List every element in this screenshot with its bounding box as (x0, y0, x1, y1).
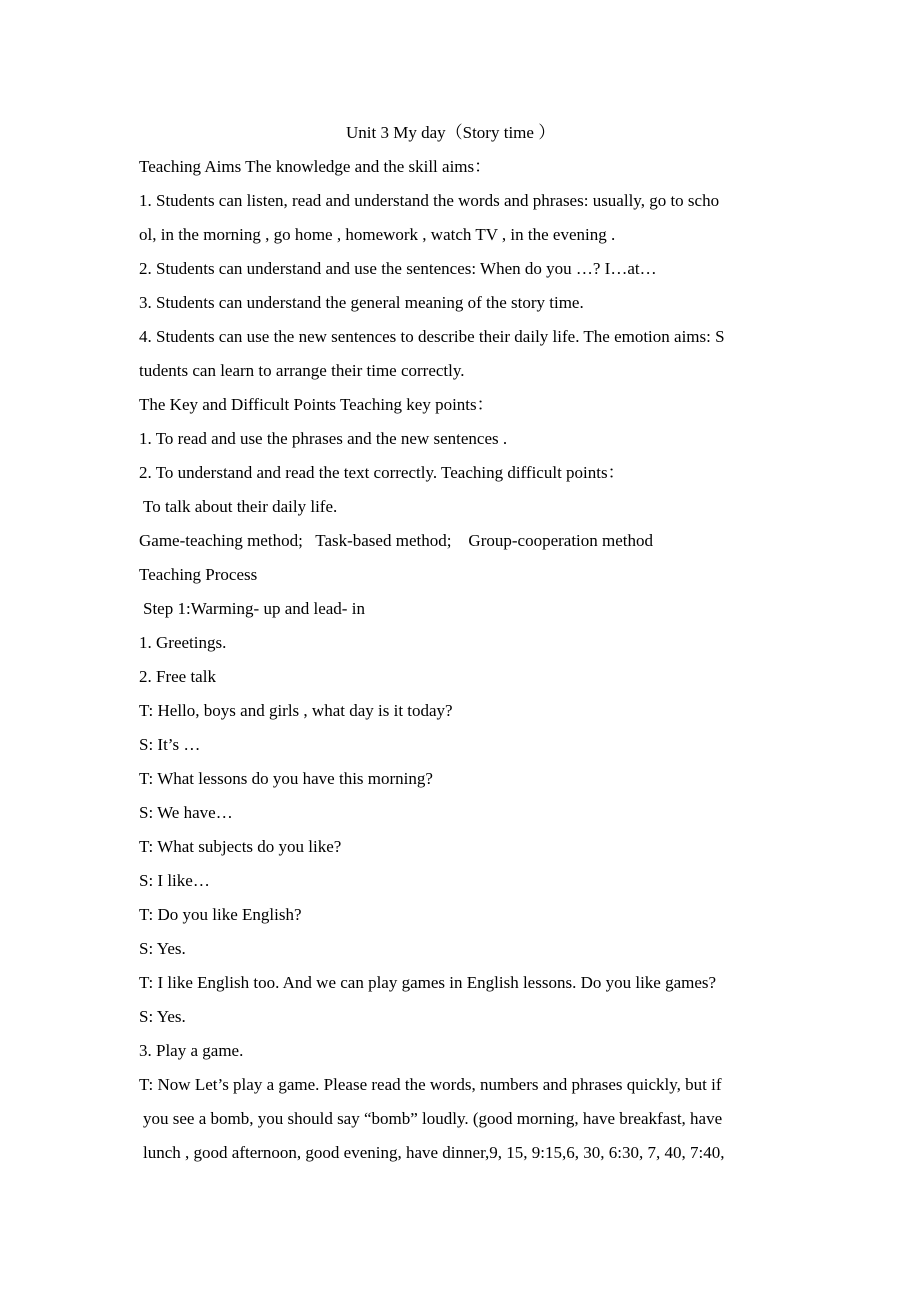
text-line: 4. Students can use the new sentences to describe their daily life. The emotion aims: S (139, 327, 725, 346)
text-line: T: Now Let’s play a game. Please read the words, numbers and phrases quickly, but if (139, 1075, 722, 1094)
text-line: T: Hello, boys and girls , what day is it today? (139, 701, 453, 720)
document-title: Unit 3 My day（Story time ） (346, 123, 556, 142)
text-line: 1. To read and use the phrases and the new sentences . (139, 429, 508, 448)
text-line: 2. Students can understand and use the sentences: When do you …? I…at… (139, 259, 657, 278)
text-line: Game-teaching method; Task-based method; Group-cooperation method (139, 531, 654, 550)
text-line: 3. Play a game. (139, 1041, 244, 1060)
text-line: S: Yes. (139, 939, 186, 958)
text-line: Step 1:Warming- up and lead- in (143, 599, 365, 618)
text-line: T: What subjects do you like? (139, 837, 342, 856)
text-line: you see a bomb, you should say “bomb” loudly. (good morning, have breakfast, have (143, 1109, 723, 1128)
text-line: The Key and Difficult Points Teaching key points： (139, 395, 494, 414)
text-line: T: Do you like English? (139, 905, 302, 924)
text-line: S: We have… (139, 803, 233, 822)
text-line: lunch , good afternoon, good evening, have dinner,9, 15, 9:15,6, 30, 6:30, 7, 40, 7:40, (143, 1143, 725, 1162)
text-line: S: Yes. (139, 1007, 186, 1026)
text-line: tudents can learn to arrange their time correctly. (139, 361, 465, 380)
text-line: T: What lessons do you have this morning? (139, 769, 433, 788)
text-line: 1. Greetings. (139, 633, 227, 652)
text-line: T: I like English too. And we can play games in English lessons. Do you like games? (139, 973, 717, 992)
text-line: 3. Students can understand the general meaning of the story time. (139, 293, 584, 312)
text-line: Teaching Process (139, 565, 258, 584)
text-line: 2. Free talk (139, 667, 216, 686)
text-line: S: I like… (139, 871, 210, 890)
text-line: 1. Students can listen, read and understand the words and phrases: usually, go to scho (139, 191, 720, 210)
text-line: Teaching Aims The knowledge and the skill aims： (139, 157, 492, 176)
text-line: S: It’s … (139, 735, 201, 754)
text-line: ol, in the morning , go home , homework , watch TV , in the evening . (139, 225, 616, 244)
text-line: 2. To understand and read the text correctly. Teaching difficult points： (139, 463, 625, 482)
text-line: To talk about their daily life. (143, 497, 338, 516)
